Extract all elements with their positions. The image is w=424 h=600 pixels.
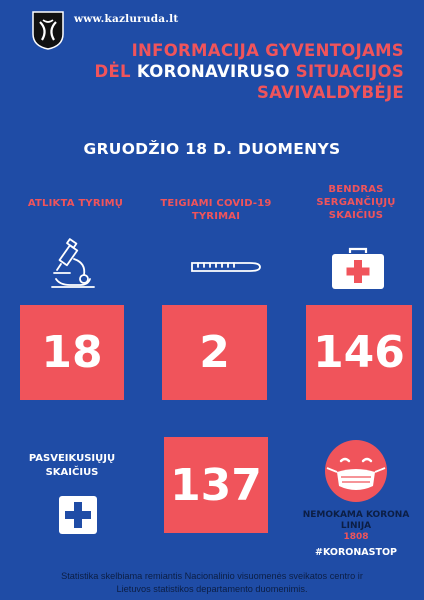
date-title: GRUODŽIO 18 D. DUOMENYS: [83, 140, 341, 158]
hashtag: #KORONASTOP: [314, 547, 398, 558]
tests-value: 18: [20, 305, 124, 400]
total-cases-label: BENDRAS SERGANČIŲJŲ SKAIČIUS: [316, 184, 396, 221]
hotline-number: 1808: [343, 532, 369, 542]
masked-face-icon: [323, 438, 389, 504]
thermometer-icon: [188, 252, 264, 282]
page-headline: [74, 40, 404, 103]
hotline-title-1: NEMOKAMA KORONA: [302, 510, 410, 520]
hotline-info: [300, 510, 412, 543]
plus-cross-icon: [59, 496, 97, 534]
hotline-title-2: LINIJA: [340, 521, 372, 531]
tests-label: ATLIKTA TYRIMŲ: [27, 198, 124, 209]
headline-line-2: DĖL KORONAVIRUSO SITUACIJOS: [94, 62, 404, 81]
recovered-value: 137: [164, 437, 268, 533]
headline-line-3: SAVIVALDYBĖJE: [257, 83, 404, 102]
footer-note: Statistika skelbiama remiantis Nacionalinio visuomenės sveikatos centro ir Lietuvos statistikos departamento duomenimis.: [61, 571, 363, 594]
first-aid-kit-icon: [330, 247, 386, 291]
recovered-label: PASVEIKUSIŲJŲ SKAIČIUS: [28, 453, 116, 478]
municipality-logo: [31, 10, 65, 50]
site-url[interactable]: www.kazluruda.lt: [74, 13, 179, 25]
headline-line-1: INFORMACIJA GYVENTOJAMS: [131, 41, 404, 60]
microscope-icon: [50, 237, 96, 289]
positive-value: 2: [162, 305, 267, 400]
positive-label: TEIGIAMI COVID-19 TYRIMAI: [160, 198, 272, 222]
total-cases-value: 146: [306, 305, 412, 400]
